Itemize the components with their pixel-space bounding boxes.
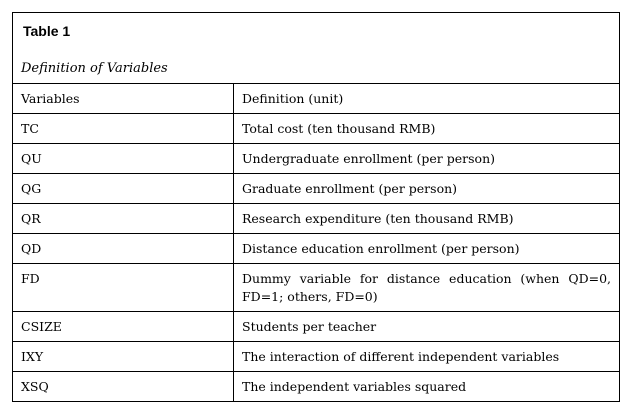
table-row <box>13 174 619 204</box>
table-row <box>13 264 619 312</box>
table-caption <box>13 13 619 84</box>
cell-definition: Total cost (ten thousand RMB) <box>234 114 620 144</box>
cell-variable: FD <box>13 264 234 312</box>
cell-variable: IXY <box>13 342 234 372</box>
table-row <box>13 144 619 174</box>
table-row <box>13 312 619 342</box>
table-row <box>13 114 619 144</box>
cell-definition: Dummy variable for distance education (when QD=0, FD=1; others, FD=0) <box>234 264 620 312</box>
table-row <box>13 234 619 264</box>
cell-variable: QD <box>13 234 234 264</box>
cell-definition: Distance education enrollment (per person) <box>234 234 620 264</box>
cell-variable: CSIZE <box>13 312 234 342</box>
cell-definition: The interaction of different independent variables <box>234 342 620 372</box>
header-variables: Variables <box>13 84 234 114</box>
table-label: Table 1 <box>23 23 71 39</box>
cell-variable: QR <box>13 204 234 234</box>
cell-definition: The independent variables squared <box>234 372 620 402</box>
variables-table <box>13 84 619 401</box>
table-row <box>13 342 619 372</box>
cell-definition: Research expenditure (ten thousand RMB) <box>234 204 620 234</box>
variables-table-container <box>12 12 620 402</box>
table-header-row <box>13 84 619 114</box>
cell-variable: XSQ <box>13 372 234 402</box>
header-definition: Definition (unit) <box>242 91 344 106</box>
cell-definition: Undergraduate enrollment (per person) <box>234 144 620 174</box>
cell-definition: Graduate enrollment (per person) <box>234 174 620 204</box>
table-row <box>13 204 619 234</box>
cell-variable: QU <box>13 144 234 174</box>
cell-variable: QG <box>13 174 234 204</box>
table-row <box>13 372 619 402</box>
table-title: Definition of Variables <box>21 61 168 76</box>
cell-variable: TC <box>13 114 234 144</box>
cell-definition: Students per teacher <box>234 312 620 342</box>
